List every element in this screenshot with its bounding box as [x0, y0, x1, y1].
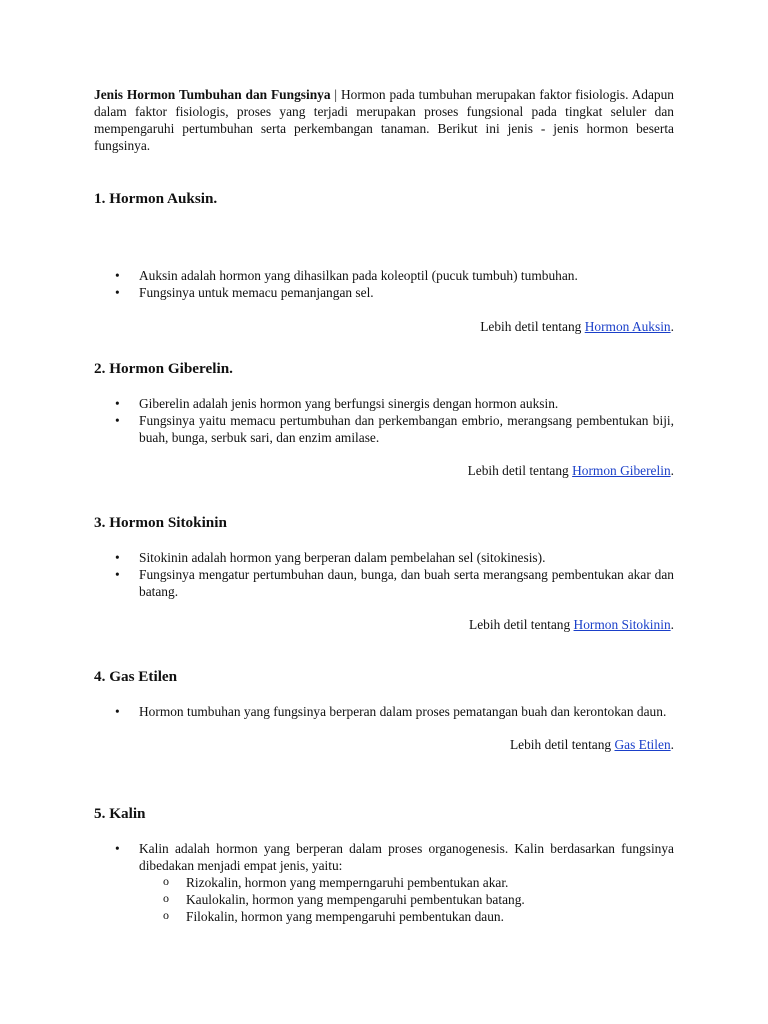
intro-paragraph	[94, 86, 674, 154]
section-giberelin	[94, 360, 674, 479]
link-hormon-sitokinin[interactable]: Hormon Sitokinin	[573, 617, 671, 632]
list-item: • Giberelin adalah jenis hormon yang berfungsi sinergis dengan hormon auksin.	[94, 395, 674, 412]
section-auksin	[94, 190, 674, 335]
more-prefix: Lebih detil tentang	[480, 319, 585, 334]
list-item: • Auksin adalah hormon yang dihasilkan pada koleoptil (pucuk tumbuh) tumbuhan.	[94, 267, 674, 284]
more-prefix: Lebih detil tentang	[509, 737, 615, 752]
section-etilen	[94, 668, 674, 753]
sub-list-item: o Filokalin, hormon yang mempengaruhi pembentukan daun.	[139, 908, 674, 925]
section-kalin	[94, 805, 674, 925]
intro-title: Jenis Hormon Tumbuhan dan Fungsinya	[94, 87, 331, 102]
intro-separator: |	[330, 87, 341, 102]
section-heading: 3. Hormon Sitokinin	[94, 514, 227, 531]
section-heading: 4. Gas Etilen	[94, 668, 178, 685]
section-sitokinin	[94, 514, 674, 633]
link-hormon-giberelin[interactable]: Hormon Giberelin	[572, 463, 671, 478]
more-prefix: Lebih detil tentang	[467, 463, 573, 478]
section-heading: 2. Hormon Giberelin.	[94, 360, 233, 377]
sub-list-item: o Rizokalin, hormon yang memperngaruhi pembentukan akar.	[139, 874, 674, 891]
list-item: • Fungsinya mengatur pertumbuhan daun, bunga, dan buah serta merangsang pembentukan akar dan batang.	[94, 566, 674, 600]
list-item: • Fungsinya untuk memacu pemanjangan sel.	[94, 284, 674, 301]
more-info: Lebih detil tentang Hormon Auksin.	[480, 319, 674, 334]
bullet-list	[94, 840, 674, 925]
section-heading: 5. Kalin	[94, 805, 146, 822]
bullet-list	[94, 703, 674, 720]
bullet-list	[94, 549, 674, 600]
more-info: Lebih detil tentang Gas Etilen.	[509, 737, 674, 752]
list-item: • Fungsinya yaitu memacu pertumbuhan dan perkembangan embrio, merangsang pembentukan biji, buah, bunga, serbuk sari, dan enzim amilase.	[94, 412, 674, 446]
list-item: • Hormon tumbuhan yang fungsinya berperan dalam proses pematangan buah dan kerontokan daun.	[94, 703, 674, 720]
section-heading: 1. Hormon Auksin.	[94, 190, 218, 207]
intro-text: Hormon pada tumbuhan merupakan faktor fisiologis. Adapun dalam faktor fisiologis, proses yang terjadi merupakan proses fungsional pada tingkat seluler dan mempengaruhi pertumbuhan serta perkembangan tanaman. Berikut ini jenis - jenis hormon beserta fungsinya.	[94, 87, 674, 153]
more-info: Lebih detil tentang Hormon Giberelin.	[467, 463, 674, 478]
list-item-text: Kalin adalah hormon yang berperan dalam proses organogenesis. Kalin berdasarkan fungsinya dibedakan menjadi empat jenis, yaitu:	[139, 841, 674, 873]
more-prefix: Lebih detil tentang	[469, 617, 574, 632]
more-info: Lebih detil tentang Hormon Sitokinin.	[469, 617, 674, 632]
link-gas-etilen[interactable]: Gas Etilen	[614, 737, 671, 752]
bullet-list	[94, 395, 674, 446]
sub-list	[139, 874, 674, 925]
sub-list-item: o Kaulokalin, hormon yang mempengaruhi pembentukan batang.	[139, 891, 674, 908]
link-hormon-auksin[interactable]: Hormon Auksin	[584, 319, 671, 334]
list-item	[94, 840, 674, 925]
bullet-list	[94, 267, 674, 301]
list-item: • Sitokinin adalah hormon yang berperan dalam pembelahan sel (sitokinesis).	[94, 549, 674, 566]
